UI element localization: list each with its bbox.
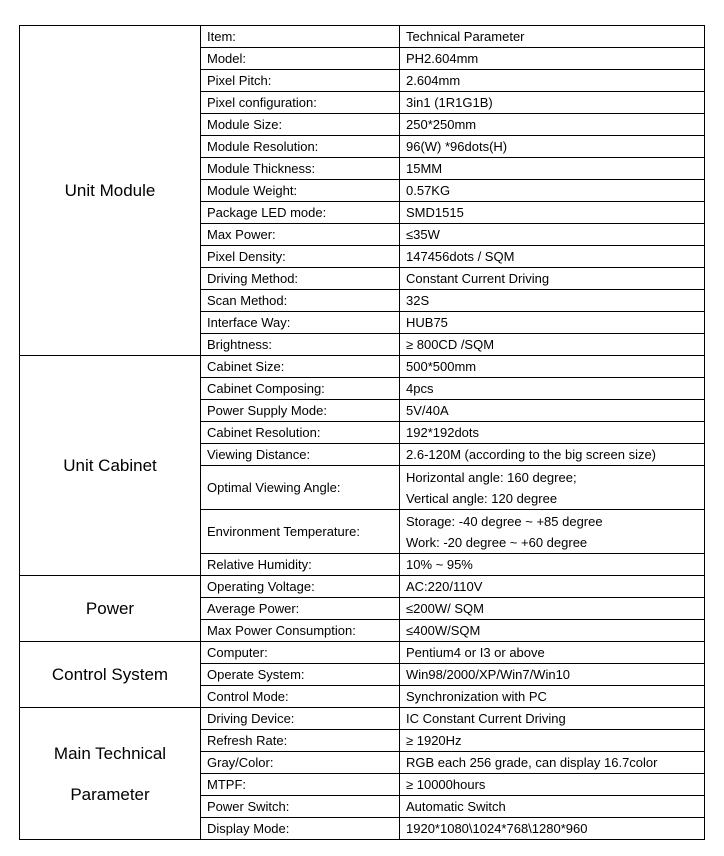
row-value: 147456dots / SQM <box>400 246 705 268</box>
row-label: Viewing Distance: <box>201 444 400 466</box>
row-value: 250*250mm <box>400 114 705 136</box>
row-label: Operate System: <box>201 664 400 686</box>
row-label: Operating Voltage: <box>201 576 400 598</box>
row-value: ≤400W/SQM <box>400 620 705 642</box>
group-unit-cabinet: Unit Cabinet <box>20 356 201 576</box>
row-value: Technical Parameter <box>400 26 705 48</box>
row-label: Max Power Consumption: <box>201 620 400 642</box>
row-value: RGB each 256 grade, can display 16.7color <box>400 752 705 774</box>
row-value: 2.604mm <box>400 70 705 92</box>
row-label: Environment Temperature: <box>201 510 400 554</box>
row-label: Refresh Rate: <box>201 730 400 752</box>
row-value: 32S <box>400 290 705 312</box>
row-value: Automatic Switch <box>400 796 705 818</box>
row-value: ≥ 10000hours <box>400 774 705 796</box>
row-value: ≤200W/ SQM <box>400 598 705 620</box>
row-label: Optimal Viewing Angle: <box>201 466 400 510</box>
row-value: 96(W) *96dots(H) <box>400 136 705 158</box>
row-value: ≤35W <box>400 224 705 246</box>
row-value: AC:220/110V <box>400 576 705 598</box>
row-label: Module Thickness: <box>201 158 400 180</box>
row-value: 192*192dots <box>400 422 705 444</box>
row-value: Pentium4 or I3 or above <box>400 642 705 664</box>
row-label: Display Mode: <box>201 818 400 840</box>
row-label: Interface Way: <box>201 312 400 334</box>
group-title-line: Parameter <box>70 784 150 804</box>
table-row <box>20 576 705 598</box>
row-value: IC Constant Current Driving <box>400 708 705 730</box>
row-label: Pixel Pitch: <box>201 70 400 92</box>
row-value <box>400 466 705 510</box>
group-control-system: Control System <box>20 642 201 708</box>
row-label: Power Supply Mode: <box>201 400 400 422</box>
row-label: Pixel configuration: <box>201 92 400 114</box>
row-value: PH2.604mm <box>400 48 705 70</box>
table-row <box>20 26 705 48</box>
row-value: 4pcs <box>400 378 705 400</box>
group-title-line: Main Technical <box>53 743 167 763</box>
row-label: Pixel Density: <box>201 246 400 268</box>
row-value: 0.57KG <box>400 180 705 202</box>
row-value: HUB75 <box>400 312 705 334</box>
row-value-line: Horizontal angle: 160 degree; <box>406 469 577 485</box>
row-label: Cabinet Resolution: <box>201 422 400 444</box>
row-value: 10% ~ 95% <box>400 554 705 576</box>
row-value: ≥ 1920Hz <box>400 730 705 752</box>
row-label: Driving Method: <box>201 268 400 290</box>
row-label: Brightness: <box>201 334 400 356</box>
row-label: Cabinet Size: <box>201 356 400 378</box>
row-value: 5V/40A <box>400 400 705 422</box>
row-label: Module Resolution: <box>201 136 400 158</box>
row-value: ≥ 800CD /SQM <box>400 334 705 356</box>
spec-table <box>19 25 705 840</box>
row-value: 1920*1080\1024*768\1280*960 <box>400 818 705 840</box>
row-label: Max Power: <box>201 224 400 246</box>
group-unit-module: Unit Module <box>20 26 201 356</box>
row-value-line: Work: -20 degree ~ +60 degree <box>406 534 588 550</box>
row-label: Cabinet Composing: <box>201 378 400 400</box>
table-row <box>20 642 705 664</box>
row-label: Scan Method: <box>201 290 400 312</box>
table-row <box>20 708 705 730</box>
row-label: Module Size: <box>201 114 400 136</box>
row-value: Win98/2000/XP/Win7/Win10 <box>400 664 705 686</box>
row-value: Constant Current Driving <box>400 268 705 290</box>
row-label: Package LED mode: <box>201 202 400 224</box>
row-label: Computer: <box>201 642 400 664</box>
group-main-technical-parameter <box>20 708 201 840</box>
row-value <box>400 510 705 554</box>
row-value: Synchronization with PC <box>400 686 705 708</box>
row-value: 2.6-120M (according to the big screen size) <box>400 444 705 466</box>
row-value-line: Storage: -40 degree ~ +85 degree <box>406 513 603 529</box>
row-value: 15MM <box>400 158 705 180</box>
row-label: Gray/Color: <box>201 752 400 774</box>
row-value: SMD1515 <box>400 202 705 224</box>
row-label: Item: <box>201 26 400 48</box>
row-value: 500*500mm <box>400 356 705 378</box>
row-value: 3in1 (1R1G1B) <box>400 92 705 114</box>
row-label: Control Mode: <box>201 686 400 708</box>
group-power: Power <box>20 576 201 642</box>
row-value-line: Vertical angle: 120 degree <box>406 490 558 506</box>
row-label: Power Switch: <box>201 796 400 818</box>
row-label: Model: <box>201 48 400 70</box>
row-label: Average Power: <box>201 598 400 620</box>
row-label: Relative Humidity: <box>201 554 400 576</box>
row-label: Module Weight: <box>201 180 400 202</box>
table-row <box>20 356 705 378</box>
row-label: Driving Device: <box>201 708 400 730</box>
row-label: MTPF: <box>201 774 400 796</box>
